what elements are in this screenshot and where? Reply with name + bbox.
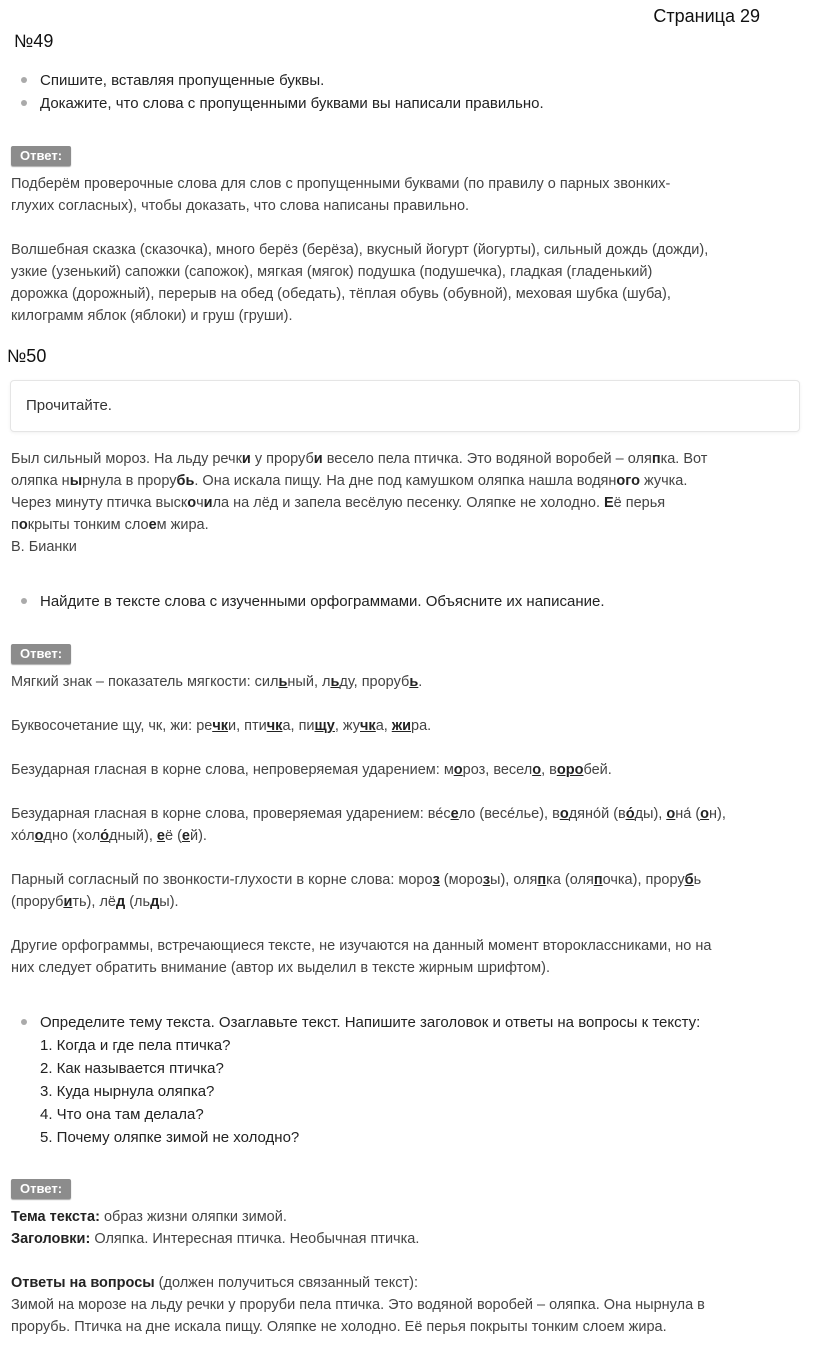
question-item: 4. Что она там делала? <box>40 1106 204 1123</box>
answer-line: Зимой на морозе на льду речки у проруби пела птичка. Это водяной воробей – оляпка. Она нырнула в <box>11 1297 705 1313</box>
task-item: Найдите в тексте слова с изученными орфограммами. Объясните их написание. <box>11 590 605 613</box>
answer-badge: Ответ: <box>11 644 71 664</box>
answer-line: Парный согласный по звонкости-глухости в корне слова: мороз (морозы), оляпка (оляпочка), прорубь <box>11 872 702 888</box>
text-line: покрыты тонким слоем жира. <box>11 517 209 533</box>
text-author: В. Бианки <box>11 539 77 555</box>
answer-line: Тема текста: образ жизни оляпки зимой. <box>11 1209 287 1225</box>
exercise-50-number: №50 <box>7 346 47 366</box>
answer-line: килограмм яблок (яблоки) и груш (груши). <box>11 308 293 324</box>
titles-label: Заголовки: <box>11 1231 91 1247</box>
exercise-50-task-1 <box>11 590 605 613</box>
answer-line: Безударная гласная в корне слова, проверяемая ударением: ве́село (весе́лье), водяно́й (во́ды), она́ (он), <box>11 806 726 822</box>
exercise-49-task-list <box>11 69 544 115</box>
exercise-50-text <box>11 448 807 558</box>
answer-line: Мягкий знак – показатель мягкости: сильный, льду, прорубь. <box>11 674 423 690</box>
text-line: Был сильный мороз. На льду речки у проруби весело пела птичка. Это водяной воробей – оляпка. Вот <box>11 451 708 467</box>
answer-line: Другие орфограммы, встречающиеся тексте, не изучаются на данный момент второклассниками, но на <box>11 938 712 954</box>
answer-badge: Ответ: <box>11 1179 71 1199</box>
theme-label: Тема текста: <box>11 1209 100 1225</box>
exercise-50-answer-1 <box>11 671 807 979</box>
answer-line: хо́лодно (холо́дный), её (ей). <box>11 828 207 844</box>
question-item: 3. Куда нырнула оляпка? <box>40 1083 215 1100</box>
answers-label: Ответы на вопросы <box>11 1275 155 1291</box>
answer-line: узкие (узенький) сапожки (сапожок), мягкая (мягок) подушка (подушечка), гладкая (гладенький) <box>11 264 653 280</box>
exercise-49-number: №49 <box>14 31 54 51</box>
page-number-label: Страница 29 <box>653 6 760 26</box>
answer-line: них следует обратить внимание (автор их выделил в тексте жирным шрифтом). <box>11 960 551 976</box>
task-item: Спишите, вставляя пропущенные буквы. <box>11 69 544 92</box>
question-item: 5. Почему оляпке зимой не холодно? <box>40 1129 300 1146</box>
answer-line: Ответы на вопросы (должен получиться связанный текст): <box>11 1275 418 1291</box>
answer-badge: Ответ: <box>11 146 71 166</box>
exercise-49-answer <box>11 173 807 327</box>
answer-line: Волшебная сказка (сказочка), много берёз (берёза), вкусный йогурт (йогурты), сильный дождь (дожди), <box>11 242 709 258</box>
text-line: Через минуту птичка выскочила на лёд и запела весёлую песенку. Оляпке не холодно. Её перья <box>11 495 666 511</box>
answer-line: (прорубить), лёд (льды). <box>11 894 179 910</box>
read-instruction-text: Прочитайте. <box>26 397 112 414</box>
question-item: 1. Когда и где пела птичка? <box>40 1037 231 1054</box>
answer-line: дорожка (дорожный), перерыв на обед (обедать), тёплая обувь (обувной), меховая шубка (шуба), <box>11 286 671 302</box>
answer-line: прорубь. Птичка на дне искала пищу. Оляпке не холодно. Её перья покрыты тонким слоем жира. <box>11 1319 667 1335</box>
task-item: Определите тему текста. Озаглавьте текст. Напишите заголовок и ответы на вопросы к тексту: <box>11 1011 700 1034</box>
exercise-50-answer-2 <box>11 1206 807 1338</box>
read-instruction-box <box>10 380 800 432</box>
task-item: Докажите, что слова с пропущенными буквами вы написали правильно. <box>11 92 544 115</box>
exercise-50-task-2 <box>11 1011 700 1149</box>
text-line: оляпка нырнула в прорубь. Она искала пищу. На дне под камушком оляпка нашла водяного жучка. <box>11 473 688 489</box>
answer-line: Подберём проверочные слова для слов с пропущенными буквами (по правилу о парных звонких- <box>11 176 671 192</box>
answer-line: Безударная гласная в корне слова, непроверяемая ударением: мороз, весело, воробей. <box>11 762 612 778</box>
question-item: 2. Как называется птичка? <box>40 1060 224 1077</box>
answer-line: Буквосочетание щу, чк, жи: речки, птичка, пищу, жучка, жира. <box>11 718 432 734</box>
answer-line: Заголовки: Оляпка. Интересная птичка. Необычная птичка. <box>11 1231 420 1247</box>
answer-line: глухих согласных), чтобы доказать, что слова написаны правильно. <box>11 198 470 214</box>
